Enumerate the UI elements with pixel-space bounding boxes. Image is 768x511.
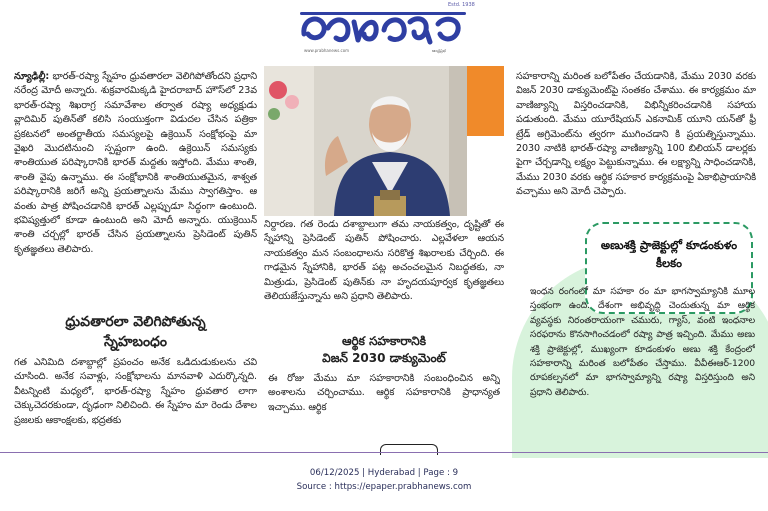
paragraph-text: సహకారాన్ని మరింత బలోపేతం చేయడానికి, మేము 2030 వరకు విజన్ 2030 డాక్యుమెంట్‌పై సంతకం చేశాము. ఈ కార్యక్రమం మా వాణిజ్యాన్ని విస్తరించడానికి, విభిన్నీకరించడానికి సహాయ పడుతుంది. మేము యూరేషియన్ ఎకనామిక్ యూని యన్‌తో ఫ్రీ ట్రేడ్ అగ్రిమెంట్‌ను త్వరగా ముగించడాని కి ప్రయత్నిస్తున్నాము. 2030 నాటికి భారత్-రష్యా వాణిజ్యాన్ని 100 బిలియన్ డాలర్లకు పైగా చేర్చడాన్ని లక్ష్యం పెట్టుకున్నాము. ఈ లక్ష్యాన్ని సాధించడానికి, మేము 2030 వరకు ఆర్థిక సహకార కార్యక్రమంపై ఏకాభిప్రాయానికి వచ్చాము అని మోదీ చెప్పారు. — [516, 71, 756, 198]
sidebar-title: అణుశక్తి ప్రాజెక్టుల్లో కూడంకుళం కీలకం — [600, 238, 738, 270]
sidebar-text-column — [530, 285, 755, 445]
paragraph-text: నిర్దారణ. గత రెండు దశాబ్దాలుగా తమ నాయకత్వం, దృష్టితో ఈ స్నేహాన్ని ప్రెసిడెంట్ పుతిన్ పోషించారు. ఎల్లవేళలా ఆయన నాయకత్వం మన సంబంధాలను సరికొత్త శిఖరాలకు చేర్చింది. ఈ గాఢమైన స్నేహానికి, భారత్ పట్ల అచంచలమైన నిబద్ధతకు, నా మిత్రుడు, ప్రెసిడెంట్ పుతిన్‌కు నా హృదయపూర్వక కృతజ్ఞతలు తెలియజేస్తున్నాను అని ప్రధాని తెలిపారు. — [264, 219, 504, 303]
subheading-line: ఆర్థిక సహకారానికి — [341, 334, 426, 348]
dateline: న్యూఢిల్లీ: — [14, 71, 50, 82]
established-note: Estd. 1938 — [448, 2, 475, 8]
subheading-vision-2030 — [264, 333, 504, 367]
masthead-tagline: ఆంధ్రప్రభ — [432, 48, 446, 53]
website-note: www.prabhanews.com — [304, 48, 350, 53]
masthead — [0, 0, 768, 64]
logo-lettering-image — [298, 8, 470, 48]
subheading-line: విజన్ 2030 డాక్యుమెంట్ — [322, 351, 446, 365]
article-column-2 — [264, 218, 504, 328]
subheading-line: ధ్రువతారలా వెలిగిపోతున్న — [65, 314, 206, 330]
prabha-logo — [298, 8, 470, 48]
article-column-1-continued — [14, 356, 257, 454]
article-column-3 — [516, 70, 756, 230]
subheading-friendship — [14, 312, 257, 352]
article-column-1 — [14, 70, 257, 315]
footer-date-page: 06/12/2025 | Hyderabad | Page : 9 — [309, 468, 459, 478]
page-footer — [0, 466, 768, 494]
paragraph-text: భారత్-రష్యా స్నేహం ధ్రువతారలా వెలిగిపోతోందని ప్రధాని నరేంద్ర మోదీ అన్నారు. శుక్రవారమిక్కడి హైదరాబాద్ హౌస్‌లో 23వ భారత్-రష్యా శిఖరాగ్ర సమావేశాల తర్వాత రష్యా అధ్యక్షుడు వ్లాదిమిర్ పుతిన్‌తో కలిసి సంయుక్తంగా విడుదల చేసిన పత్రికా ప్రకటనలో అంతర్జాతీయ సమస్యలపై ఉక్రెయిన్ సంక్షోభంపై మా వైఖరి మొదటినుంచి స్పష్టంగా ఉంది. ఉక్రెయిన్ సమస్యకు శాంతియుత పరిష్కారానికి భారత్ మద్దతు ఇస్తోంది. మేము శాంతి, శాంతి వైపు ఉన్నాము. ఈ సంక్షోభానికి శాంతియుతమైన, శాశ్వత పరిష్కారానికి జరిగే అన్ని ప్రయత్నాలను మేము స్వాగతిస్తాం. ఆ వంతు పాత్ర పోషించడానికి భారత్ ఎల్లప్పుడూ సిద్ధంగా ఉంటుంది. భవిష్యత్తులో కూడా ఉంటుంది అని మోదీ అన్నారు. యుక్రెయిన్ శాంతి చర్చల్లో భారత్ చేసిన ప్రయత్నాలను ప్రెసిడెంట్ పుతిన్ కృతజ్ఞతలు తెలిపారు. — [14, 71, 257, 255]
paragraph-text: ఇంధన రంగంలో మా సహకా రం మా భాగస్వామ్యానికి మూల స్తంభంగా ఉంది. దేశంగా అభివృద్ధి చెందుతున్న మా ఆర్థిక వ్యవస్థకు నిరంతరాయంగా చమురు, గ్యాస్, వంటి ఇంధనాల సరఫరాను కొనసాగించడంలో రష్యా పాత్ర ఇచ్చింది. మేము అణు శక్తి ప్రాజెక్టుల్లో, ముఖ్యంగా కూడంకుళం అణు శక్తి కేంద్రంలో సహకారాన్ని మరింత బలోపేతం చేస్తాము. వీవీఈఆర్-1200 రూపకల్పనలో మా భాగస్వామ్యాన్ని రష్యా విస్తరిస్తుంది అని ప్రధాని తెలిపారు. — [530, 286, 755, 398]
footer-source: Source : https://epaper.prabhanews.com — [296, 482, 472, 492]
news-photo — [264, 66, 504, 216]
subheading-line: స్నేహబంధం — [103, 334, 168, 350]
paragraph-text: గత ఎనిమిది దశాబ్దాల్లో ప్రపంచం అనేక ఒడిదుడుకులను చవి చూసింది. అనేక సవాళ్లు, సంక్షోభాలను మానవాళి ఎదుర్కొన్నది. వీటన్నింటి మధ్యలో, భారత్-రష్యా స్నేహం ధ్రువతార లాగా చెక్కుచెదరకుండా, దృఢంగా నిలిచింది. ఈ స్నేహం మా రెండు దేశాల ప్రజలకు ఆకాంక్షలకు, భద్రతకు — [14, 357, 257, 426]
clipped-box-edge — [380, 444, 438, 455]
footer-divider — [0, 452, 768, 453]
paragraph-text: ఈ రోజు మేము మా సహకారానికి సంబంధించిన అన్ని అంశాలను చర్చించాము. ఆర్థిక సహకారానికి ప్రాధాన్యత ఇచ్చాము. ఆర్థిక — [268, 373, 500, 413]
photo-illustration — [264, 66, 504, 216]
article-paragraph — [14, 70, 257, 315]
article-column-2-continued — [268, 372, 500, 442]
